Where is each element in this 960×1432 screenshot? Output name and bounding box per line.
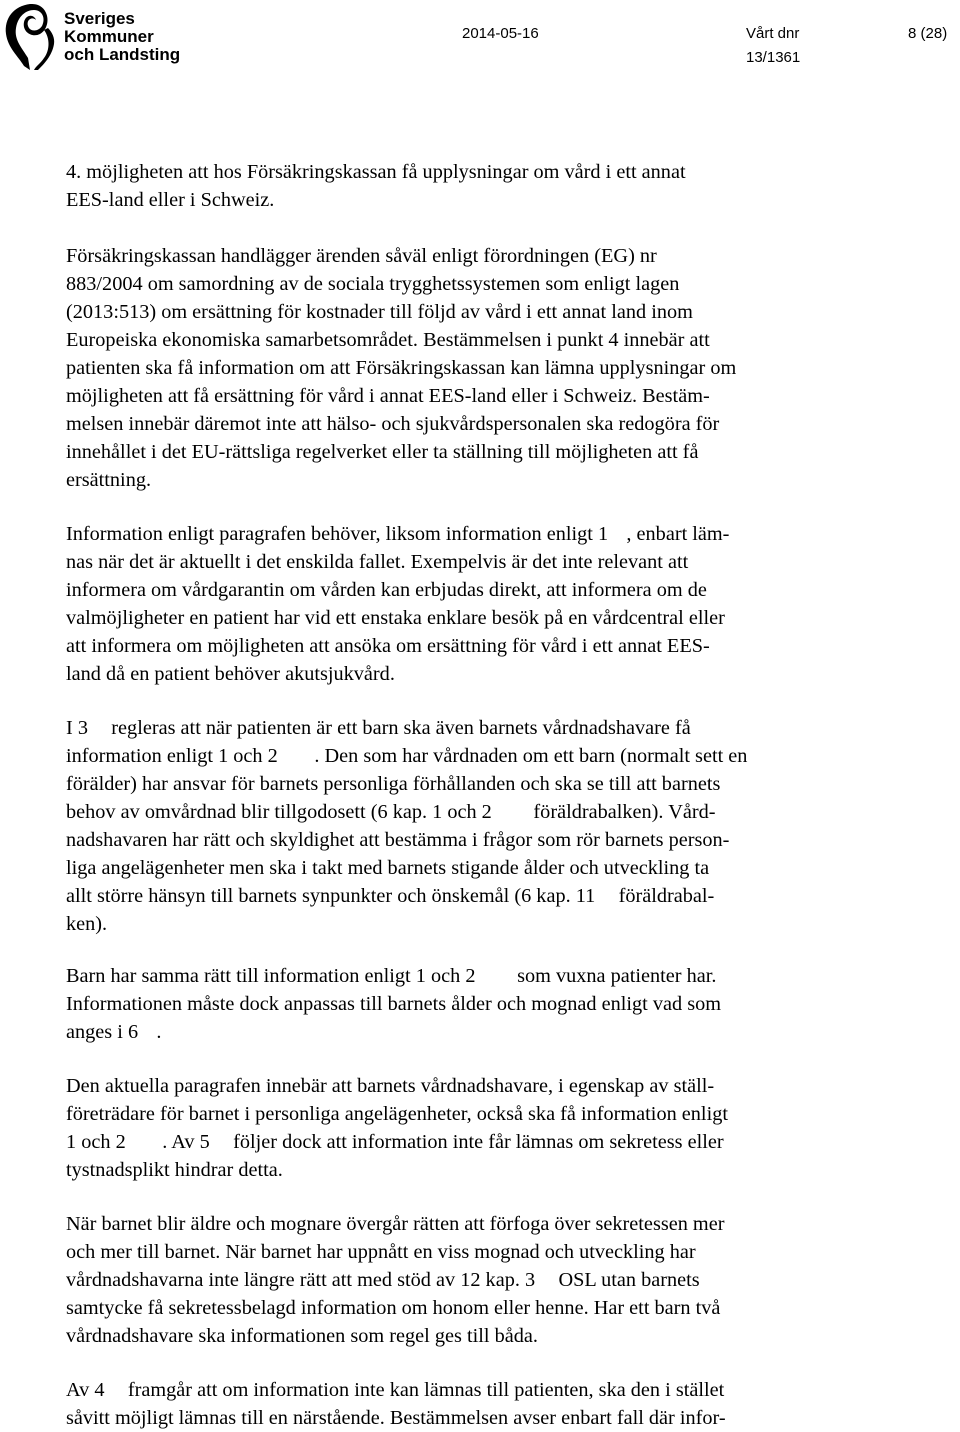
text-line xyxy=(66,466,151,494)
text-segment: 4. möjligheten att hos Försäkringskassan få upplysningar om vård i ett annat xyxy=(66,161,686,183)
text-segment: 883/2004 om samordning av de sociala trygghetssystemen som enligt lagen xyxy=(66,273,680,295)
logo-wordmark xyxy=(64,10,180,64)
page-number: 8 (28) xyxy=(908,25,948,42)
text-segment: föräldrabal- xyxy=(613,885,715,907)
text-segment: ken). xyxy=(66,913,108,935)
text-segment: (2013:513) om ersättning för kostnader till följd av vård i ett annat land inom xyxy=(66,301,693,323)
text-line xyxy=(66,1238,696,1266)
text-line xyxy=(66,854,709,882)
text-segment: Av 4 xyxy=(66,1379,105,1401)
text-line xyxy=(66,714,691,742)
text-segment: Information enligt paragrafen behöver, liksom information enligt 1 xyxy=(66,523,609,545)
logo-line: och Landsting xyxy=(64,45,181,64)
text-line xyxy=(66,270,679,298)
logo-line: Kommuner xyxy=(64,27,154,46)
text-segment: land då en patient behöver akutsjukvård. xyxy=(66,663,395,685)
text-line xyxy=(66,742,747,770)
text-line xyxy=(66,298,693,326)
text-segment: Försäkringskassan handlägger ärenden såväl enligt förordningen (EG) nr xyxy=(66,245,657,267)
text-line xyxy=(66,186,274,214)
text-line xyxy=(66,1100,728,1128)
text-line xyxy=(66,660,395,688)
text-line xyxy=(66,354,736,382)
text-segment: vårdnadshavare ska informationen som regel ges till båda. xyxy=(66,1325,538,1347)
text-segment: 1 och 2 xyxy=(66,1131,126,1153)
page-header xyxy=(0,0,960,80)
text-segment: anges i 6 xyxy=(66,1021,139,1043)
text-segment: behov av omvårdnad blir tillgodosett (6 kap. 1 och 2 xyxy=(66,801,492,823)
text-line xyxy=(66,548,688,576)
text-segment: Barn har samma rätt till information enligt 1 och 2 xyxy=(66,965,476,987)
text-line xyxy=(66,990,721,1018)
text-segment: valmöjligheter en patient har vid ett enstaka enklare besök på en vårdcentral eller xyxy=(66,607,725,629)
text-line xyxy=(66,632,710,660)
text-line xyxy=(66,1266,700,1294)
text-segment: såvitt möjligt lämnas till en närstående. Bestämmelsen avser enbart fall där infor- xyxy=(66,1407,726,1429)
text-line xyxy=(66,882,714,910)
text-segment: som vuxna patienter har. xyxy=(512,965,717,987)
text-line xyxy=(66,770,720,798)
text-segment: OSL utan barnets xyxy=(553,1269,700,1291)
text-segment: och mer till barnet. När barnet har uppnått en viss mognad och utveckling har xyxy=(66,1241,696,1263)
text-line xyxy=(66,962,716,990)
text-segment: Informationen måste dock anpassas till barnets ålder och mognad enligt vad som xyxy=(66,993,722,1015)
text-line xyxy=(66,1018,161,1046)
skl-logo xyxy=(0,0,180,72)
text-segment: . Den som har vårdnaden om ett barn (normalt sett en xyxy=(314,745,748,767)
text-segment: företrädare för barnet i personliga angelägenheter, också ska få information enligt xyxy=(66,1103,728,1125)
text-line xyxy=(66,826,729,854)
text-segment: Den aktuella paragrafen innebär att barnets vårdnadshavare, i egenskap av ställ- xyxy=(66,1075,715,1097)
text-segment: Europeiska ekonomiska samarbetsområdet. Bestämmelsen i punkt 4 innebär att xyxy=(66,329,710,351)
text-line xyxy=(66,604,725,632)
text-line xyxy=(66,520,729,548)
text-line xyxy=(66,410,719,438)
text-segment: samtycke få sekretessbelagd information om honom eller henne. Har ett barn två xyxy=(66,1297,721,1319)
text-line xyxy=(66,1294,720,1322)
text-line xyxy=(66,798,716,826)
text-segment: När barnet blir äldre och mognare övergår rätten att förfoga över sekretessen mer xyxy=(66,1213,725,1235)
text-line xyxy=(66,1376,724,1404)
text-segment: ersättning. xyxy=(66,469,152,491)
text-segment: information enligt 1 och 2 xyxy=(66,745,278,767)
text-segment: allt större hänsyn till barnets synpunkter och önskemål (6 kap. 11 xyxy=(66,885,596,907)
text-segment: regleras att när patienten är ett barn ska även barnets vårdnadshavare få xyxy=(106,717,691,739)
text-segment: liga angelägenheter men ska i takt med barnets stigande ålder och utveckling ta xyxy=(66,857,710,879)
text-segment: möjligheten att få ersättning för vård i annat EES-land eller i Schweiz. Bestäm- xyxy=(66,385,710,407)
text-line xyxy=(66,1128,724,1156)
text-line xyxy=(66,242,657,270)
text-segment: EES-land eller i Schweiz. xyxy=(66,189,275,211)
text-segment: att informera om möjligheten att ansöka om ersättning för vård i ett annat EES- xyxy=(66,635,710,657)
document-date: 2014-05-16 xyxy=(462,25,539,42)
text-segment: innehållet i det EU-rättsliga regelverket eller ta ställning till möjligheten att få xyxy=(66,441,699,463)
logo-emblem-icon xyxy=(0,0,62,72)
text-line xyxy=(66,382,710,410)
text-segment: föräldrabalken). Vård- xyxy=(528,801,716,823)
reference-number: 13/1361 xyxy=(746,49,801,66)
text-segment: nas när det är aktuellt i det enskilda fallet. Exempelvis är det inte relevant att xyxy=(66,551,689,573)
logo-line: Sveriges xyxy=(64,9,135,28)
text-line xyxy=(66,438,698,466)
text-line xyxy=(66,326,710,354)
text-segment: informera om vårdgarantin om vården kan erbjudas direkt, att informera om de xyxy=(66,579,707,601)
reference-label: Vårt dnr xyxy=(746,25,800,42)
text-segment: följer dock att information inte får lämnas om sekretess eller xyxy=(228,1131,724,1153)
text-segment: tystnadsplikt hindrar detta. xyxy=(66,1159,283,1181)
text-segment: nadshavaren har rätt och skyldighet att bestämma i frågor som rör barnets person- xyxy=(66,829,730,851)
text-line xyxy=(66,1156,283,1184)
text-segment: framgår att om information inte kan lämnas till patienten, ska den i stället xyxy=(122,1379,725,1401)
text-segment: melsen innebär däremot inte att hälso- och sjukvårdspersonalen ska redogöra för xyxy=(66,413,720,435)
text-segment: . xyxy=(156,1021,162,1043)
text-segment: . Av 5 xyxy=(162,1131,210,1153)
text-segment: förälder) har ansvar för barnets personliga förhållanden och ska se till att barnets xyxy=(66,773,721,795)
text-line xyxy=(66,576,707,604)
text-line xyxy=(66,1322,538,1350)
text-segment: patienten ska få information om att Försäkringskassan kan lämna upplysningar om xyxy=(66,357,737,379)
text-segment: vårdnadshavarna inte längre rätt att med stöd av 12 kap. 3 xyxy=(66,1269,536,1291)
text-line xyxy=(66,1072,714,1100)
text-line xyxy=(66,158,686,186)
text-line xyxy=(66,1210,724,1238)
text-segment: I 3 xyxy=(66,717,88,739)
text-segment: , enbart läm- xyxy=(626,523,730,545)
text-line xyxy=(66,910,107,938)
